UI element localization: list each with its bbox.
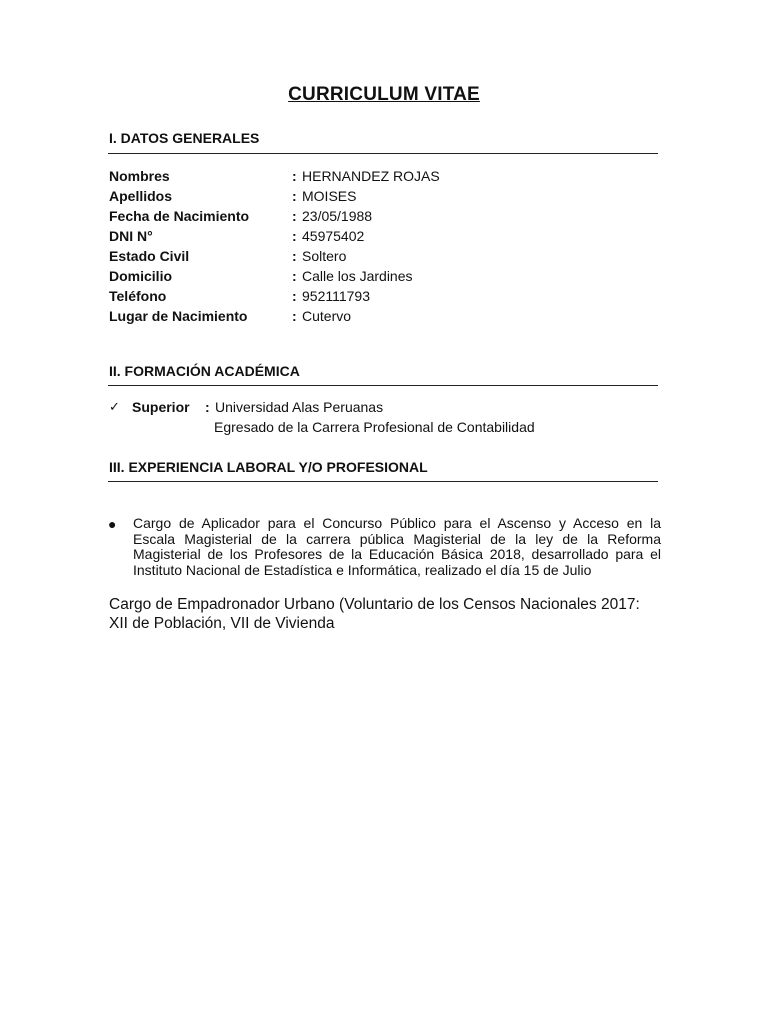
experience-line: Escala Magisterial de la carrera pública Magisterial de la ley de la Reforma xyxy=(133,530,661,547)
experience-line: Instituto Nacional de Estadística e Informática, realizado el día 15 de Julio xyxy=(133,561,592,578)
field-label: Apellidos xyxy=(109,188,173,204)
field-value: HERNANDEZ ROJAS xyxy=(302,168,440,184)
field-colon: : xyxy=(292,208,297,224)
field-label: DNI N° xyxy=(109,228,153,244)
section-divider-education xyxy=(108,385,658,386)
experience-item-empadronador xyxy=(109,595,640,633)
field-colon: : xyxy=(292,168,297,184)
section-heading-experience: III. EXPERIENCIA LABORAL Y/O PROFESIONAL xyxy=(109,459,428,475)
section-heading-education: II. FORMACIÓN ACADÉMICA xyxy=(109,363,300,379)
field-label: Domicilio xyxy=(109,268,173,284)
checkmark-icon: ✓ xyxy=(109,399,120,414)
experience-line: Cargo de Aplicador para el Concurso Público para el Ascenso y Acceso en la xyxy=(133,515,661,531)
field-label: Estado Civil xyxy=(109,248,190,264)
field-value: Cutervo xyxy=(302,308,352,324)
field-value: Soltero xyxy=(302,248,347,264)
section-divider-experience xyxy=(108,481,658,482)
field-value: MOISES xyxy=(302,188,357,204)
field-colon: : xyxy=(292,288,297,304)
field-value: 952111793 xyxy=(302,288,370,304)
field-value: 23/05/1988 xyxy=(302,208,373,224)
section-heading-general: I. DATOS GENERALES xyxy=(109,130,260,146)
field-colon: : xyxy=(292,308,297,324)
field-colon: : xyxy=(292,188,297,204)
field-value: Calle los Jardines xyxy=(302,268,413,284)
field-value: 45975402 xyxy=(302,228,365,244)
experience-line: Magisterial de los Profesores de la Educación Básica 2018, desarrollado para el xyxy=(133,546,661,562)
education-colon: : xyxy=(205,399,210,415)
bullet-icon: ● xyxy=(108,516,117,532)
experience-line: XII de Población, VII de Vivienda xyxy=(109,615,335,632)
experience-line: Cargo de Empadronador Urbano (Voluntario de los Censos Nacionales 2017: xyxy=(109,596,640,613)
field-label: Lugar de Nacimiento xyxy=(109,308,248,324)
education-institution: Universidad Alas Peruanas xyxy=(215,399,384,415)
field-label: Teléfono xyxy=(109,288,167,304)
section-divider-general xyxy=(108,153,658,154)
field-colon: : xyxy=(292,248,297,264)
field-colon: : xyxy=(292,228,297,244)
field-colon: : xyxy=(292,268,297,284)
experience-item-aplicador xyxy=(133,516,661,578)
field-label: Nombres xyxy=(109,168,170,184)
education-level-label: Superior xyxy=(132,399,190,415)
document-title: CURRICULUM VITAE xyxy=(288,84,480,105)
field-label: Fecha de Nacimiento xyxy=(109,208,250,224)
education-detail: Egresado de la Carrera Profesional de Contabilidad xyxy=(214,419,535,435)
